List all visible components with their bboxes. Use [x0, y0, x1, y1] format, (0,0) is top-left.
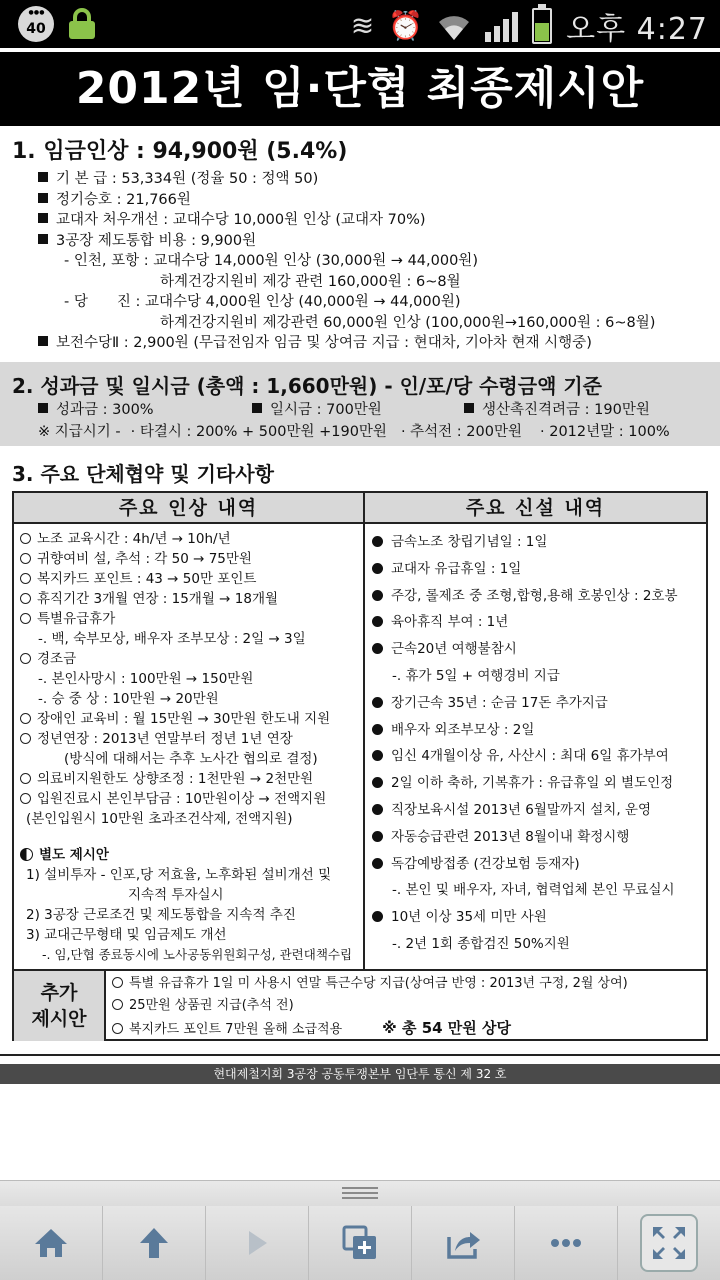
- sub-item: 하계건강지원비 제강 관련 160,000원 : 6~8월: [160, 273, 461, 290]
- lock-icon: [68, 8, 96, 40]
- document-footer: 현대제철지회 3공장 공동투쟁본부 임단투 통신 제 32 호: [0, 1064, 720, 1084]
- alarm-icon: ⏰: [388, 9, 424, 42]
- list-item: 귀향여비 설, 추석 : 각 50 → 75만원: [20, 549, 360, 569]
- left-column-header: 주요 인상 내역: [14, 493, 365, 524]
- sub-item: -. 본인 및 배우자, 자녀, 협력업체 본인 무료실시: [392, 882, 675, 899]
- vibrate-icon: ≋: [350, 9, 375, 42]
- list-item: 2) 3공장 근로조건 및 제도통합을 지속적 추진: [26, 907, 296, 923]
- home-icon: [31, 1223, 71, 1263]
- home-button[interactable]: [0, 1206, 103, 1280]
- sub-item: (방식에 대해서는 추후 노사간 협의로 결정): [64, 751, 318, 767]
- list-item: 금속노조 창립기념일 : 1일: [372, 529, 706, 556]
- list-item: 근속20년 여행불참시: [372, 636, 706, 663]
- additional-label-line1: 추가: [40, 982, 78, 1004]
- sub-item: -. 휴가 5일 + 여행경비 지급: [392, 667, 560, 684]
- section-bonus: [0, 362, 720, 446]
- list-item: 노조 교육시간 : 4h/년 → 10h/년: [20, 529, 360, 549]
- clock: 오후 4:27: [566, 12, 708, 47]
- additional-proposal-row: [14, 969, 706, 1039]
- fullscreen-icon: [649, 1223, 689, 1263]
- payment-timing-item: · 2012년말 : 100%: [540, 424, 670, 440]
- list-item: 보전수당Ⅱ : 2,900원 (무급전임자 임금 및 상여금 지급 : 현대차, 기아차 현재 시행중): [12, 333, 712, 354]
- list-item: 육아휴직 부여 : 1년: [372, 609, 706, 636]
- list-item: 의료비지원한도 상향조정 : 1천만원 → 2천만원: [20, 769, 360, 789]
- bonus-item: 생산촉진격려금 : 190만원: [482, 402, 650, 418]
- bonus-item: 성과금 : 300%: [56, 402, 154, 418]
- list-item: 교대자 처우개선 : 교대수당 10,000원 인상 (교대자 70%): [12, 210, 712, 231]
- list-item: 경조금: [20, 649, 360, 669]
- total-amount: ※ 총 54 만원 상당: [382, 1019, 511, 1037]
- sub-item: 하계건강지원비 제강관련 60,000원 인상 (100,000원→160,000원 : 6~8월): [160, 314, 656, 331]
- up-icon: [134, 1223, 174, 1263]
- column-divider: [363, 493, 365, 969]
- list-item: 복지카드 포인트 : 43 → 50만 포인트: [20, 569, 360, 589]
- sub-item: -. 백, 숙부모상, 배우자 조부모상 : 2일 → 3일: [38, 631, 306, 647]
- list-item: 교대자 유급휴일 : 1일: [372, 556, 706, 583]
- sub-item: - 당 진 : 교대수당 4,000원 인상 (40,000원 → 44,000원): [64, 294, 461, 310]
- signal-icon: [485, 10, 518, 42]
- forward-icon: [237, 1223, 277, 1263]
- additional-proposal-items: [112, 973, 702, 1041]
- half-circle-icon: [20, 848, 33, 861]
- increase-list: [20, 529, 360, 965]
- sub-item: -. 임,단협 종료동시에 노사공동위원회구성, 관련대책수립: [42, 947, 353, 962]
- additional-proposal-label: [14, 971, 106, 1041]
- list-item: 독감예방접종 (건강보험 등재자): [372, 851, 706, 878]
- tabs-button[interactable]: [309, 1206, 412, 1280]
- list-item: 임신 4개월이상 유, 사산시 : 최대 6일 휴가부여: [372, 743, 706, 770]
- forward-button[interactable]: [206, 1206, 309, 1280]
- list-item: 장애인 교육비 : 월 15만원 → 30만원 한도내 지원: [20, 709, 360, 729]
- sub-item: -. 2년 1회 종합검진 50%지원: [392, 935, 570, 952]
- tabs-icon: [340, 1223, 380, 1263]
- scroll-top-button[interactable]: [103, 1206, 206, 1280]
- paw-notification-icon: [18, 6, 54, 42]
- sub-item: - 인천, 포항 : 교대수당 14,000원 인상 (30,000원 → 44,000원): [64, 253, 478, 269]
- list-item: 3) 교대근무형태 및 임금제도 개선: [26, 927, 227, 943]
- list-item: 2일 이하 축하, 기복휴가 : 유급휴일 외 별도인정: [372, 770, 706, 797]
- wifi-icon: [437, 10, 471, 42]
- list-item: 정기승호 : 21,766원: [12, 190, 712, 211]
- sub-item: -. 본인사망시 : 100만원 → 150만원: [38, 671, 254, 687]
- document-title: 2012년 임·단협 최종제시안: [0, 52, 720, 126]
- list-item: 정년연장 : 2013년 연말부터 정년 1년 연장: [20, 729, 360, 749]
- status-bar: [0, 0, 720, 48]
- more-icon: [546, 1223, 586, 1263]
- notification-count: ● ● ● 40: [26, 21, 46, 37]
- share-button[interactable]: [412, 1206, 515, 1280]
- payment-timing-item: · 타결시 : 200% + 500만원 +190만원: [130, 424, 387, 440]
- list-item: 휴직기간 3개월 연장 : 15개월 → 18개월: [20, 589, 360, 609]
- list-item: 장기근속 35년 : 순금 17돈 추가지급: [372, 690, 706, 717]
- payment-timing-item: · 추석전 : 200만원: [400, 424, 522, 440]
- additional-label-line2: 제시안: [31, 1008, 87, 1030]
- section-agreements: [12, 458, 712, 487]
- list-item: 복지카드 포인트 7만원 올해 소급적용 ※ 총 54 만원 상당: [112, 1017, 702, 1041]
- list-item: 25만원 상품권 지급(추석 전): [112, 995, 702, 1017]
- list-item: 3공장 제도통합 비용 : 9,900원: [12, 231, 712, 252]
- list-item: 주강, 롤제조 중 조형,합형,용해 호봉인상 : 2호봉: [372, 583, 706, 610]
- section3-heading: 3. 주요 단체협약 및 기타사항: [12, 462, 274, 486]
- payment-timing-row: [12, 421, 708, 443]
- browser-toolbar: [0, 1206, 720, 1280]
- sub-item: (본인입원시 10만원 초과조건삭제, 전액지원): [26, 811, 293, 827]
- list-item: 배우자 외조부모상 : 2일: [372, 717, 706, 744]
- toolbar-drag-handle-bar[interactable]: [0, 1180, 720, 1206]
- list-item: 자동승급관련 2013년 8월이내 확정시행: [372, 824, 706, 851]
- section1-heading: 1. 임금인상 : 94,900원 (5.4%): [12, 139, 348, 164]
- list-item: 직장보육시설 2013년 6월말까지 설치, 운영: [372, 797, 706, 824]
- section2-heading: 2. 성과금 및 일시금 (총액 : 1,660만원) - 인/포/당 수령금액 기준: [12, 374, 602, 398]
- sub-item: -. 승 중 상 : 10만원 → 20만원: [38, 691, 219, 707]
- bonus-row: [12, 399, 708, 421]
- bonus-item: 일시금 : 700만원: [270, 402, 382, 418]
- separate-proposal-heading: 별도 제시안: [20, 845, 360, 865]
- agreements-table: [12, 491, 708, 1041]
- more-button[interactable]: [515, 1206, 618, 1280]
- list-item: 1) 설비투자 - 인포,당 저효율, 노후화된 설비개선 및: [26, 867, 332, 883]
- list-item: 10년 이상 35세 미만 사원: [372, 904, 706, 931]
- fullscreen-button[interactable]: [618, 1206, 720, 1280]
- new-items-list: [372, 529, 706, 958]
- drag-handle-icon[interactable]: [342, 1187, 378, 1201]
- footer-divider: [0, 1054, 720, 1056]
- share-icon: [443, 1223, 483, 1263]
- list-item: 기 본 급 : 53,334원 (정율 50 : 정액 50): [12, 169, 712, 190]
- payment-timing-label: ※ 지급시기 -: [38, 424, 121, 440]
- list-item: 입원진료시 본인부담금 : 10만원이상 → 전액지원: [20, 789, 360, 809]
- sub-item: 지속적 투자실시: [128, 887, 224, 903]
- list-item: 특별유급휴가: [20, 609, 360, 629]
- list-item: 특별 유급휴가 1일 미 사용시 연말 특근수당 지급(상여금 반영 : 2013년 구정, 2월 상여): [112, 973, 702, 995]
- battery-icon: [532, 8, 552, 44]
- right-column-header: 주요 신설 내역: [365, 493, 706, 524]
- section-wage-increase: [12, 134, 712, 354]
